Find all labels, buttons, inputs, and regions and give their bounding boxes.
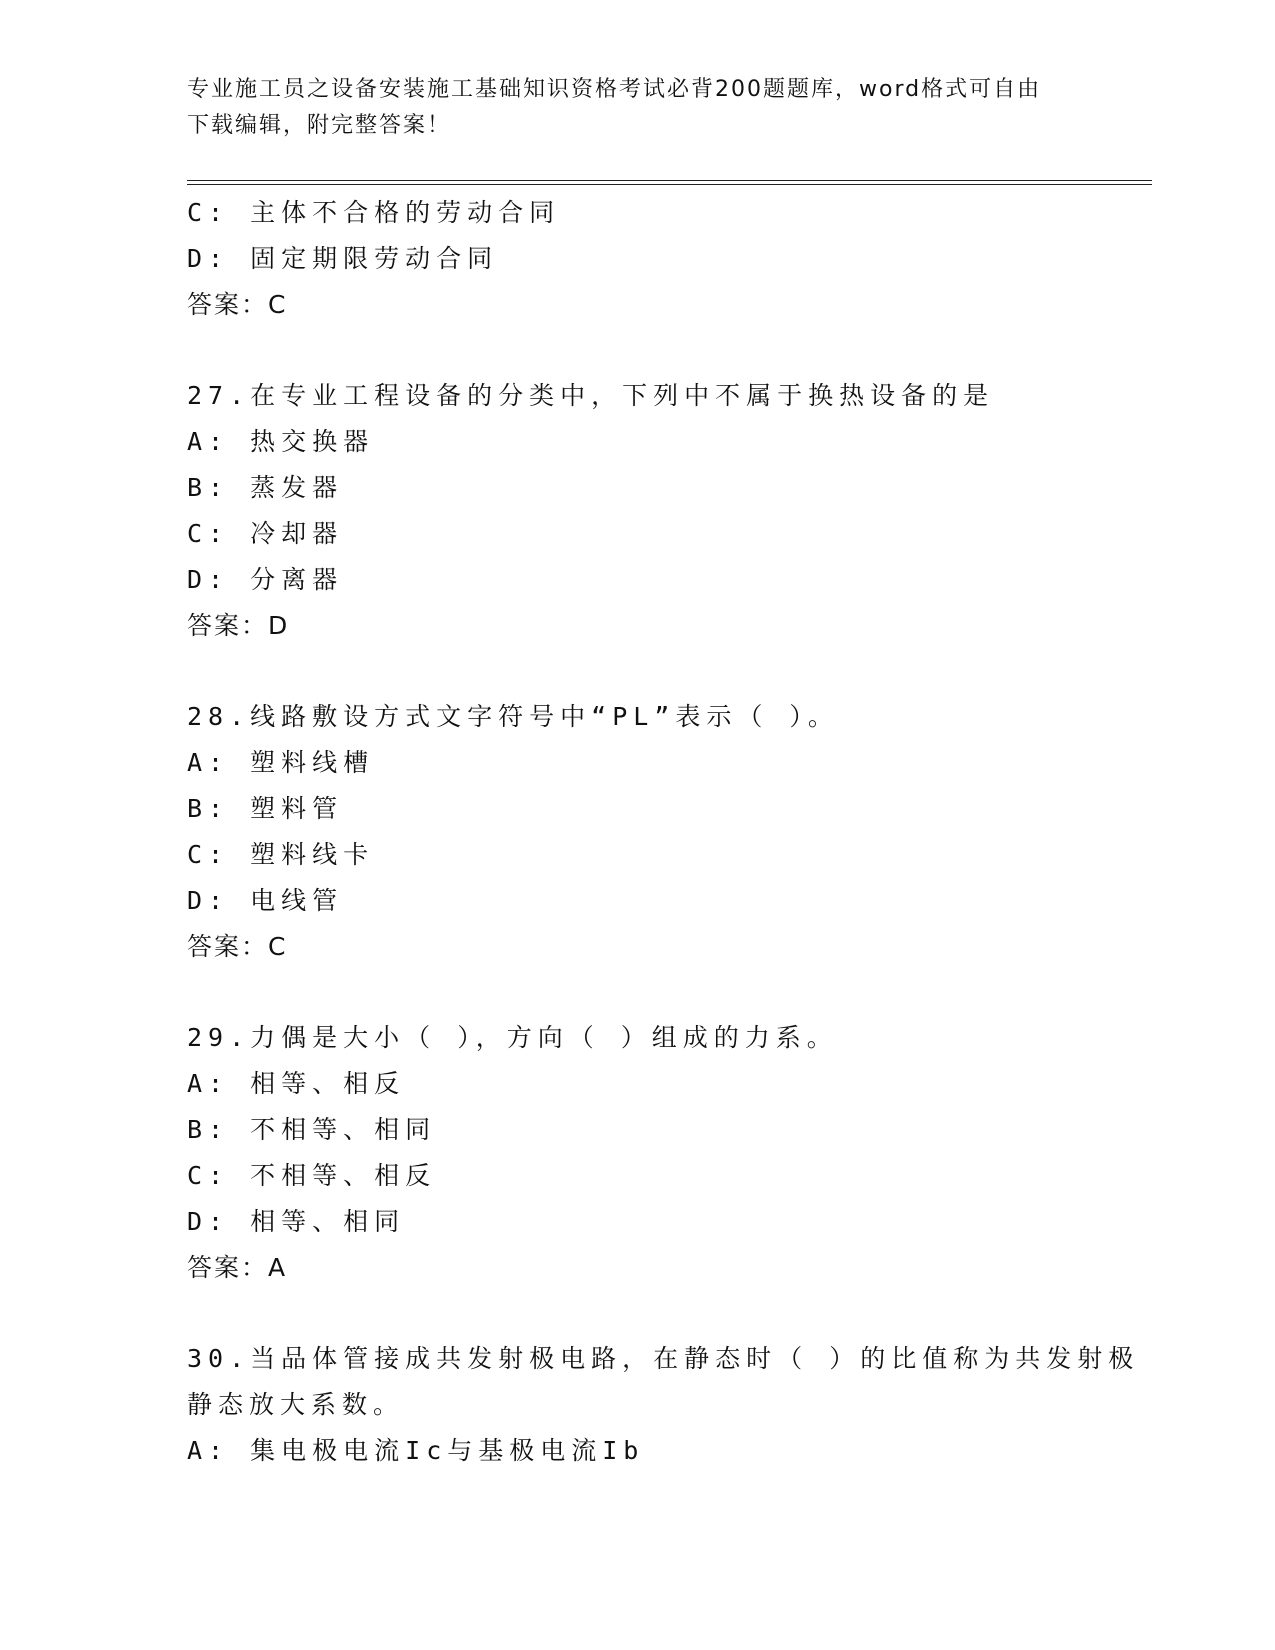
option-a: A: 相等、相反: [187, 1069, 406, 1098]
header-divider-bottom: [187, 184, 1152, 185]
option-d: D: 电线管: [187, 886, 344, 915]
question-30: [187, 1336, 1140, 1474]
option-d: D: 相等、相同: [187, 1207, 406, 1236]
option-b: B: 不相等、相同: [187, 1115, 437, 1144]
option-a: A: 集电极电流Ic与基极电流Ib: [187, 1436, 645, 1465]
question-26-tail: [187, 190, 1087, 328]
spacer: [187, 970, 1087, 1015]
question-stem: 27.在专业工程设备的分类中，下列中不属于换热设备的是: [187, 381, 995, 410]
question-stem: 28.线路敷设方式文字符号中“PL”表示（ ）。: [187, 702, 839, 731]
header-line-2: 下载编辑，附完整答案！: [187, 113, 452, 138]
option-b: B: 蒸发器: [187, 473, 344, 502]
question-28: [187, 694, 1087, 970]
spacer: [187, 649, 1087, 694]
option-c: C: 主体不合格的劳动合同: [187, 198, 561, 227]
option-c: C: 塑料线卡: [187, 840, 375, 869]
spacer: [187, 328, 1087, 373]
question-stem-line-1: 30.当品体管接成共发射极电路，在静态时（ ）的比值称为共发射极: [187, 1344, 1140, 1373]
option-a: A: 热交换器: [187, 427, 375, 456]
answer-line: 答案：C: [187, 932, 288, 961]
question-stem: 29.力偶是大小（ ），方向（ ）组成的力系。: [187, 1023, 838, 1052]
header-line-1: 专业施工员之设备安装施工基础知识资格考试必背200题题库，word格式可自由: [187, 77, 1042, 102]
question-27: [187, 373, 1087, 649]
option-a: A: 塑料线槽: [187, 748, 375, 777]
header-divider-top: [187, 180, 1152, 181]
option-c: C: 不相等、相反: [187, 1161, 437, 1190]
option-b: B: 塑料管: [187, 794, 344, 823]
question-stem-line-2: 静态放大系数。: [187, 1390, 405, 1419]
option-c: C: 冷却器: [187, 519, 344, 548]
answer-line: 答案：D: [187, 611, 290, 640]
answer-line: 答案：A: [187, 1253, 288, 1282]
option-d: D: 分离器: [187, 565, 344, 594]
question-list: [187, 190, 1140, 1474]
spacer: [187, 1291, 1087, 1336]
option-d: D: 固定期限劳动合同: [187, 244, 499, 273]
document-header: [187, 72, 1087, 144]
answer-line: 答案：C: [187, 290, 288, 319]
question-29: [187, 1015, 1087, 1291]
